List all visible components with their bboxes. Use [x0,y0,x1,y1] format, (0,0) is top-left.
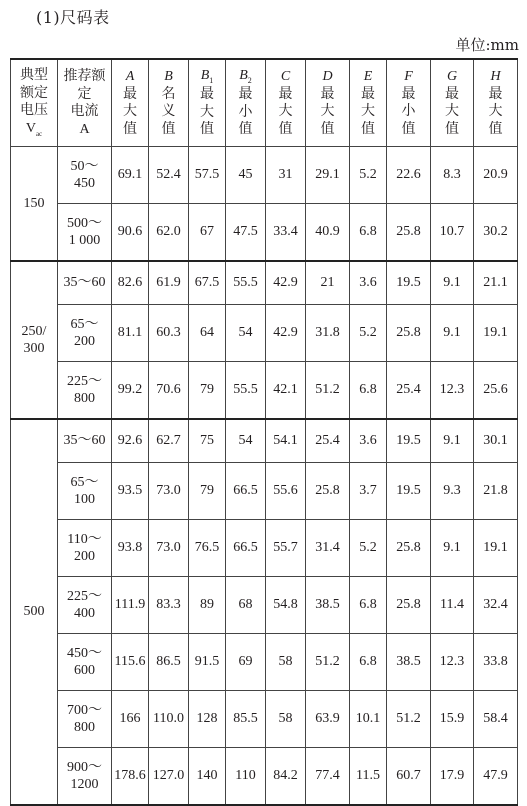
header-h-max: H 最 大 值 [474,59,518,147]
value-cell: 5.2 [350,147,387,204]
value-cell: 9.1 [431,520,474,577]
table-row [11,520,518,577]
value-cell: 21 [306,261,350,305]
value-cell: 63.9 [306,691,350,748]
table-row [11,261,518,305]
value-cell: 3.7 [350,463,387,520]
value-cell: 25.8 [387,577,431,634]
table-row [11,691,518,748]
header-f-min: F 最 小 值 [387,59,431,147]
value-cell: 25.8 [306,463,350,520]
value-cell: 12.3 [431,634,474,691]
value-cell: 25.4 [306,419,350,463]
value-cell: 67.5 [189,261,226,305]
value-cell: 79 [189,362,226,420]
value-cell: 38.5 [306,577,350,634]
value-cell: 115.6 [112,634,149,691]
value-cell: 77.4 [306,748,350,806]
value-cell: 45 [226,147,266,204]
table-row [11,419,518,463]
table-row [11,577,518,634]
table-row [11,463,518,520]
value-cell: 86.5 [149,634,189,691]
value-cell: 40.9 [306,204,350,262]
value-cell: 51.2 [306,634,350,691]
value-cell: 81.1 [112,305,149,362]
value-cell: 10.7 [431,204,474,262]
value-cell: 9.1 [431,419,474,463]
value-cell: 57.5 [189,147,226,204]
current-cell: 900～ 1200 [58,748,112,806]
value-cell: 54.1 [266,419,306,463]
header-d-max: D 最 大 值 [306,59,350,147]
value-cell: 66.5 [226,520,266,577]
value-cell: 25.8 [387,204,431,262]
value-cell: 21.8 [474,463,518,520]
value-cell: 82.6 [112,261,149,305]
value-cell: 73.0 [149,520,189,577]
value-cell: 69.1 [112,147,149,204]
value-cell: 6.8 [350,577,387,634]
current-cell: 500～ 1 000 [58,204,112,262]
value-cell: 68 [226,577,266,634]
value-cell: 25.8 [387,305,431,362]
value-cell: 85.5 [226,691,266,748]
value-cell: 64 [189,305,226,362]
table-header-row [11,59,518,147]
value-cell: 11.4 [431,577,474,634]
value-cell: 110.0 [149,691,189,748]
value-cell: 67 [189,204,226,262]
value-cell: 33.8 [474,634,518,691]
value-cell: 29.1 [306,147,350,204]
value-cell: 12.3 [431,362,474,420]
value-cell: 127.0 [149,748,189,806]
value-cell: 54.8 [266,577,306,634]
table-row [11,634,518,691]
value-cell: 31.8 [306,305,350,362]
current-cell: 35～60 [58,261,112,305]
value-cell: 54 [226,305,266,362]
section-title: (1)尺码表 [36,8,110,27]
value-cell: 55.6 [266,463,306,520]
value-cell: 20.9 [474,147,518,204]
current-cell: 65～ 200 [58,305,112,362]
value-cell: 31.4 [306,520,350,577]
value-cell: 33.4 [266,204,306,262]
value-cell: 111.9 [112,577,149,634]
value-cell: 3.6 [350,419,387,463]
value-cell: 32.4 [474,577,518,634]
value-cell: 54 [226,419,266,463]
header-a-max: A 最 大 值 [112,59,149,147]
value-cell: 93.5 [112,463,149,520]
value-cell: 19.5 [387,261,431,305]
value-cell: 42.9 [266,261,306,305]
value-cell: 15.9 [431,691,474,748]
header-current: 推荐额 定 电流 A [58,59,112,147]
value-cell: 58.4 [474,691,518,748]
header-b2-min: $B_2$ 最 小 值 [226,59,266,147]
value-cell: 25.4 [387,362,431,420]
header-voltage: 典型 额定 电压 $V_{ac}$ [11,59,58,147]
value-cell: 19.5 [387,419,431,463]
table-row [11,362,518,420]
value-cell: 84.2 [266,748,306,806]
voltage-cell: 500 [11,419,58,805]
value-cell: 6.8 [350,204,387,262]
value-cell: 75 [189,419,226,463]
table-row [11,204,518,262]
value-cell: 66.5 [226,463,266,520]
value-cell: 51.2 [387,691,431,748]
value-cell: 58 [266,691,306,748]
table-row [11,147,518,204]
value-cell: 89 [189,577,226,634]
header-g-max: G 最 大 值 [431,59,474,147]
value-cell: 90.6 [112,204,149,262]
header-b-nominal: B 名 义 值 [149,59,189,147]
header-b1-max: $B_1$ 最 大 值 [189,59,226,147]
value-cell: 8.3 [431,147,474,204]
value-cell: 58 [266,634,306,691]
current-cell: 50～ 450 [58,147,112,204]
voltage-cell: 250/ 300 [11,261,58,419]
current-cell: 700～ 800 [58,691,112,748]
current-cell: 35～60 [58,419,112,463]
value-cell: 19.1 [474,305,518,362]
value-cell: 5.2 [350,520,387,577]
value-cell: 5.2 [350,305,387,362]
value-cell: 69 [226,634,266,691]
value-cell: 30.1 [474,419,518,463]
value-cell: 91.5 [189,634,226,691]
value-cell: 99.2 [112,362,149,420]
value-cell: 17.9 [431,748,474,806]
value-cell: 178.6 [112,748,149,806]
value-cell: 76.5 [189,520,226,577]
value-cell: 38.5 [387,634,431,691]
value-cell: 31 [266,147,306,204]
header-c-max: C 最 大 值 [266,59,306,147]
value-cell: 60.3 [149,305,189,362]
value-cell: 25.6 [474,362,518,420]
value-cell: 51.2 [306,362,350,420]
value-cell: 92.6 [112,419,149,463]
value-cell: 3.6 [350,261,387,305]
value-cell: 128 [189,691,226,748]
value-cell: 79 [189,463,226,520]
value-cell: 11.5 [350,748,387,806]
current-cell: 110～ 200 [58,520,112,577]
value-cell: 10.1 [350,691,387,748]
value-cell: 61.9 [149,261,189,305]
value-cell: 9.1 [431,305,474,362]
current-cell: 65～ 100 [58,463,112,520]
value-cell: 110 [226,748,266,806]
value-cell: 6.8 [350,634,387,691]
value-cell: 9.3 [431,463,474,520]
voltage-cell: 150 [11,147,58,262]
current-cell: 450～ 600 [58,634,112,691]
value-cell: 47.5 [226,204,266,262]
current-cell: 225～ 400 [58,577,112,634]
value-cell: 25.8 [387,520,431,577]
value-cell: 166 [112,691,149,748]
value-cell: 140 [189,748,226,806]
value-cell: 19.1 [474,520,518,577]
value-cell: 93.8 [112,520,149,577]
value-cell: 42.9 [266,305,306,362]
value-cell: 47.9 [474,748,518,806]
value-cell: 83.3 [149,577,189,634]
unit-label: 单位:mm [455,36,519,54]
value-cell: 42.1 [266,362,306,420]
value-cell: 52.4 [149,147,189,204]
value-cell: 21.1 [474,261,518,305]
value-cell: 55.7 [266,520,306,577]
current-cell: 225～ 800 [58,362,112,420]
value-cell: 19.5 [387,463,431,520]
value-cell: 70.6 [149,362,189,420]
value-cell: 60.7 [387,748,431,806]
dimension-table [10,58,518,806]
value-cell: 30.2 [474,204,518,262]
value-cell: 62.7 [149,419,189,463]
voltage-subscript: ac [35,129,43,138]
value-cell: 22.6 [387,147,431,204]
table-row [11,748,518,806]
header-e-max: E 最 大 值 [350,59,387,147]
value-cell: 62.0 [149,204,189,262]
value-cell: 9.1 [431,261,474,305]
table-row [11,305,518,362]
value-cell: 55.5 [226,261,266,305]
value-cell: 73.0 [149,463,189,520]
table-body [11,147,518,806]
value-cell: 6.8 [350,362,387,420]
value-cell: 55.5 [226,362,266,420]
